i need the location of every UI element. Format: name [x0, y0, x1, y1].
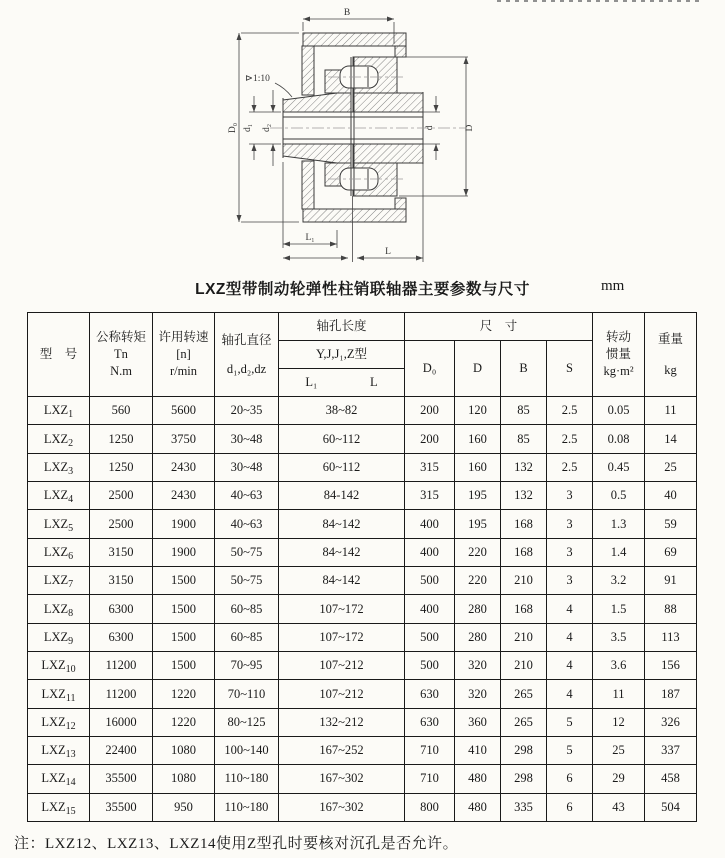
cell-S: 2.5: [547, 425, 593, 453]
cell-model: $LXZ_7$: [28, 566, 90, 594]
cell-inertia: 43: [593, 793, 645, 821]
cell-S: 4: [547, 680, 593, 708]
cell-weight: 88: [645, 595, 697, 623]
cell-S: 4: [547, 651, 593, 679]
header-speed-line1: 许用转速: [158, 330, 209, 345]
cell-D: 320: [455, 680, 501, 708]
header-L1: L₁: [305, 375, 318, 390]
header-speed-line3: r/min: [169, 363, 198, 378]
cell-bore: 70~95: [215, 651, 279, 679]
header-model: 型 号: [28, 313, 90, 397]
cell-D: 320: [455, 651, 501, 679]
cell-B: 85: [501, 397, 547, 425]
cell-weight: 458: [645, 765, 697, 793]
cell-length: 167~302: [279, 793, 405, 821]
cell-length: 60~112: [279, 453, 405, 481]
cell-length: 167~302: [279, 765, 405, 793]
cell-model: $LXZ_{15}$: [28, 793, 90, 821]
cell-inertia: 29: [593, 765, 645, 793]
cell-bore: 100~140: [215, 736, 279, 764]
cell-inertia: 12: [593, 708, 645, 736]
cell-torque: 35500: [90, 765, 153, 793]
cell-bore: 50~75: [215, 566, 279, 594]
cell-speed: 3750: [153, 425, 215, 453]
cell-S: 6: [547, 765, 593, 793]
header-inertia-line2: 惯量: [606, 347, 632, 362]
cell-model: $LXZ_4$: [28, 481, 90, 509]
cell-B: 298: [501, 736, 547, 764]
cell-weight: 69: [645, 538, 697, 566]
cell-length: 107~212: [279, 651, 405, 679]
cell-bore: 40~63: [215, 510, 279, 538]
cell-D: 195: [455, 481, 501, 509]
cell-bore: 110~180: [215, 793, 279, 821]
cell-B: 168: [501, 595, 547, 623]
header-length-group: 轴孔长度: [279, 313, 405, 341]
cell-inertia: 1.4: [593, 538, 645, 566]
cell-model: $LXZ_{13}$: [28, 736, 90, 764]
taper-label: ⊳1:10: [245, 74, 270, 84]
cell-model: $LXZ_{10}$: [28, 651, 90, 679]
cell-D0: 315: [405, 453, 455, 481]
cell-model: $LXZ_5$: [28, 510, 90, 538]
header-inertia-line3: kg·m²: [603, 363, 634, 378]
cell-model: $LXZ_2$: [28, 425, 90, 453]
cell-D0: 400: [405, 538, 455, 566]
dim-label-d: d: [425, 125, 435, 131]
cell-D0: 500: [405, 566, 455, 594]
cell-D: 220: [455, 538, 501, 566]
cell-bore: 60~85: [215, 595, 279, 623]
cell-bore: 60~85: [215, 623, 279, 651]
cell-S: 4: [547, 623, 593, 651]
cell-length: 60~112: [279, 425, 405, 453]
cell-weight: 11: [645, 397, 697, 425]
cell-torque: 16000: [90, 708, 153, 736]
cell-D: 160: [455, 425, 501, 453]
cell-D: 280: [455, 595, 501, 623]
cell-weight: 337: [645, 736, 697, 764]
cell-speed: 1500: [153, 595, 215, 623]
cell-weight: 91: [645, 566, 697, 594]
table-row: [28, 765, 697, 793]
cell-model: $LXZ_{12}$: [28, 708, 90, 736]
cell-speed: 1500: [153, 566, 215, 594]
cell-speed: 1900: [153, 538, 215, 566]
cell-weight: 113: [645, 623, 697, 651]
cell-torque: 6300: [90, 623, 153, 651]
cell-inertia: 25: [593, 736, 645, 764]
cell-length: 107~212: [279, 680, 405, 708]
cell-model: $LXZ_1$: [28, 397, 90, 425]
cell-S: 4: [547, 595, 593, 623]
cell-model: $LXZ_{14}$: [28, 765, 90, 793]
cell-B: 210: [501, 651, 547, 679]
table-row: [28, 453, 697, 481]
cell-B: 210: [501, 566, 547, 594]
cell-B: 265: [501, 708, 547, 736]
cell-length: 84~142: [279, 538, 405, 566]
cell-B: 335: [501, 793, 547, 821]
table-row: [28, 708, 697, 736]
header-D0: D₀: [405, 341, 455, 397]
cell-S: 5: [547, 736, 593, 764]
cell-bore: 40~63: [215, 481, 279, 509]
cell-S: 2.5: [547, 453, 593, 481]
cell-speed: 1080: [153, 736, 215, 764]
header-L1-L: [279, 369, 405, 397]
cell-torque: 3150: [90, 566, 153, 594]
cell-B: 132: [501, 453, 547, 481]
cell-speed: 950: [153, 793, 215, 821]
header-B: B: [501, 341, 547, 397]
table-row: [28, 595, 697, 623]
cell-speed: 1500: [153, 623, 215, 651]
cell-B: 265: [501, 680, 547, 708]
cell-length: 107~172: [279, 623, 405, 651]
table-header: [28, 313, 697, 397]
cell-inertia: 0.05: [593, 397, 645, 425]
cell-torque: 1250: [90, 453, 153, 481]
cell-S: 3: [547, 510, 593, 538]
header-bore-line1: 轴孔直径: [221, 332, 272, 347]
cell-length: 38~82: [279, 397, 405, 425]
cell-D0: 400: [405, 595, 455, 623]
cell-weight: 187: [645, 680, 697, 708]
cell-D0: 500: [405, 651, 455, 679]
dim-label-D0: D₀: [228, 122, 238, 134]
cell-weight: 504: [645, 793, 697, 821]
cell-inertia: 0.5: [593, 481, 645, 509]
cell-speed: 1900: [153, 510, 215, 538]
cell-D: 160: [455, 453, 501, 481]
cell-bore: 80~125: [215, 708, 279, 736]
cell-D: 120: [455, 397, 501, 425]
cell-length: 84~142: [279, 566, 405, 594]
cell-torque: 11200: [90, 651, 153, 679]
cell-D0: 315: [405, 481, 455, 509]
cell-torque: 2500: [90, 481, 153, 509]
cell-inertia: 11: [593, 680, 645, 708]
dim-label-L: L: [385, 247, 391, 257]
cell-weight: 326: [645, 708, 697, 736]
cell-speed: 1500: [153, 651, 215, 679]
table-row: [28, 736, 697, 764]
header-size-group: 尺 寸: [405, 313, 593, 341]
cell-D: 410: [455, 736, 501, 764]
dim-label-d1: d₁: [243, 123, 253, 133]
cell-length: 167~252: [279, 736, 405, 764]
cell-D: 195: [455, 510, 501, 538]
cell-torque: 11200: [90, 680, 153, 708]
cell-bore: 30~48: [215, 425, 279, 453]
cell-inertia: 3.5: [593, 623, 645, 651]
parameters-table: [27, 312, 697, 822]
header-inertia: [593, 313, 645, 397]
header-torque-line1: 公称转矩Tn: [95, 330, 146, 362]
cell-D0: 400: [405, 510, 455, 538]
cell-bore: 30~48: [215, 453, 279, 481]
header-inertia-line1: 转动: [606, 330, 632, 345]
cell-model: $LXZ_3$: [28, 453, 90, 481]
header-weight: [645, 313, 697, 397]
cell-length: 84-142: [279, 481, 405, 509]
cell-inertia: 3.2: [593, 566, 645, 594]
cell-speed: 5600: [153, 397, 215, 425]
cell-D0: 800: [405, 793, 455, 821]
cell-model: $LXZ_9$: [28, 623, 90, 651]
cell-weight: 14: [645, 425, 697, 453]
dim-label-D: D: [465, 124, 475, 132]
cell-bore: 70~110: [215, 680, 279, 708]
cell-D0: 200: [405, 397, 455, 425]
cell-weight: 40: [645, 481, 697, 509]
header-speed: [153, 313, 215, 397]
cell-B: 168: [501, 510, 547, 538]
header-D: D: [455, 341, 501, 397]
table-row: [28, 680, 697, 708]
cell-bore: 110~180: [215, 765, 279, 793]
cell-speed: 1220: [153, 680, 215, 708]
cell-D: 220: [455, 566, 501, 594]
cell-torque: 2500: [90, 510, 153, 538]
header-speed-line2: [n]: [176, 347, 191, 362]
header-length-types: Y,J,J₁,Z型: [279, 341, 405, 369]
unit-label: mm: [601, 278, 625, 294]
cell-inertia: 1.5: [593, 595, 645, 623]
cell-D0: 710: [405, 736, 455, 764]
cell-D: 480: [455, 793, 501, 821]
table-row: [28, 481, 697, 509]
cell-model: $LXZ_8$: [28, 595, 90, 623]
cell-inertia: 0.45: [593, 453, 645, 481]
table-row: [28, 397, 697, 425]
cell-D: 480: [455, 765, 501, 793]
cell-D0: 710: [405, 765, 455, 793]
cell-D0: 200: [405, 425, 455, 453]
header-weight-line1: 重量: [658, 331, 684, 346]
cell-length: 84~142: [279, 510, 405, 538]
cell-D0: 630: [405, 708, 455, 736]
cell-speed: 2430: [153, 481, 215, 509]
cell-S: 3: [547, 538, 593, 566]
footnote: 注：LXZ12、LXZ13、LXZ14使用Z型孔时要核对沉孔是否允许。: [14, 836, 459, 852]
cell-inertia: 1.3: [593, 510, 645, 538]
cell-B: 298: [501, 765, 547, 793]
cell-torque: 6300: [90, 595, 153, 623]
cell-weight: 156: [645, 651, 697, 679]
header-torque: [90, 313, 153, 397]
cell-S: 6: [547, 793, 593, 821]
cell-speed: 1220: [153, 708, 215, 736]
cell-weight: 59: [645, 510, 697, 538]
cell-S: 3: [547, 566, 593, 594]
page-title: LXZ型带制动轮弹性柱销联轴器主要参数与尺寸: [195, 281, 530, 298]
cell-model: $LXZ_6$: [28, 538, 90, 566]
dim-label-L1: L₁: [305, 233, 315, 243]
table-row: [28, 538, 697, 566]
table-body: [28, 397, 697, 822]
cell-S: 5: [547, 708, 593, 736]
header-L: L: [370, 375, 378, 390]
cell-speed: 1080: [153, 765, 215, 793]
cell-speed: 2430: [153, 453, 215, 481]
cell-weight: 25: [645, 453, 697, 481]
cell-S: 2.5: [547, 397, 593, 425]
cell-D: 280: [455, 623, 501, 651]
header-S: S: [547, 341, 593, 397]
cell-bore: 50~75: [215, 538, 279, 566]
cell-D0: 630: [405, 680, 455, 708]
table-row: [28, 566, 697, 594]
cell-torque: 560: [90, 397, 153, 425]
cell-torque: 35500: [90, 793, 153, 821]
clipped-text-remnant: [497, 0, 702, 2]
table-row: [28, 623, 697, 651]
dim-label-B: B: [343, 8, 351, 18]
header-bore-line2: d₁,d₂,dz: [226, 361, 267, 376]
cell-torque: 3150: [90, 538, 153, 566]
cell-B: 132: [501, 481, 547, 509]
dim-label-d2: d₂: [262, 123, 272, 133]
table-row: [28, 651, 697, 679]
table-row: [28, 510, 697, 538]
cell-inertia: 0.08: [593, 425, 645, 453]
cell-inertia: 3.6: [593, 651, 645, 679]
coupling-cross-section-drawing: [225, 0, 505, 272]
cell-B: 85: [501, 425, 547, 453]
header-bore: [215, 313, 279, 397]
cell-S: 3: [547, 481, 593, 509]
cell-length: 107~172: [279, 595, 405, 623]
cell-B: 168: [501, 538, 547, 566]
cell-B: 210: [501, 623, 547, 651]
cell-torque: 22400: [90, 736, 153, 764]
table-row: [28, 425, 697, 453]
cell-length: 132~212: [279, 708, 405, 736]
cell-model: $LXZ_{11}$: [28, 680, 90, 708]
cell-D: 360: [455, 708, 501, 736]
cell-bore: 20~35: [215, 397, 279, 425]
cell-torque: 1250: [90, 425, 153, 453]
cell-D0: 500: [405, 623, 455, 651]
title-row: [0, 277, 725, 299]
header-weight-line2: kg: [664, 362, 677, 377]
table-row: [28, 793, 697, 821]
header-torque-line2: N.m: [110, 363, 132, 378]
